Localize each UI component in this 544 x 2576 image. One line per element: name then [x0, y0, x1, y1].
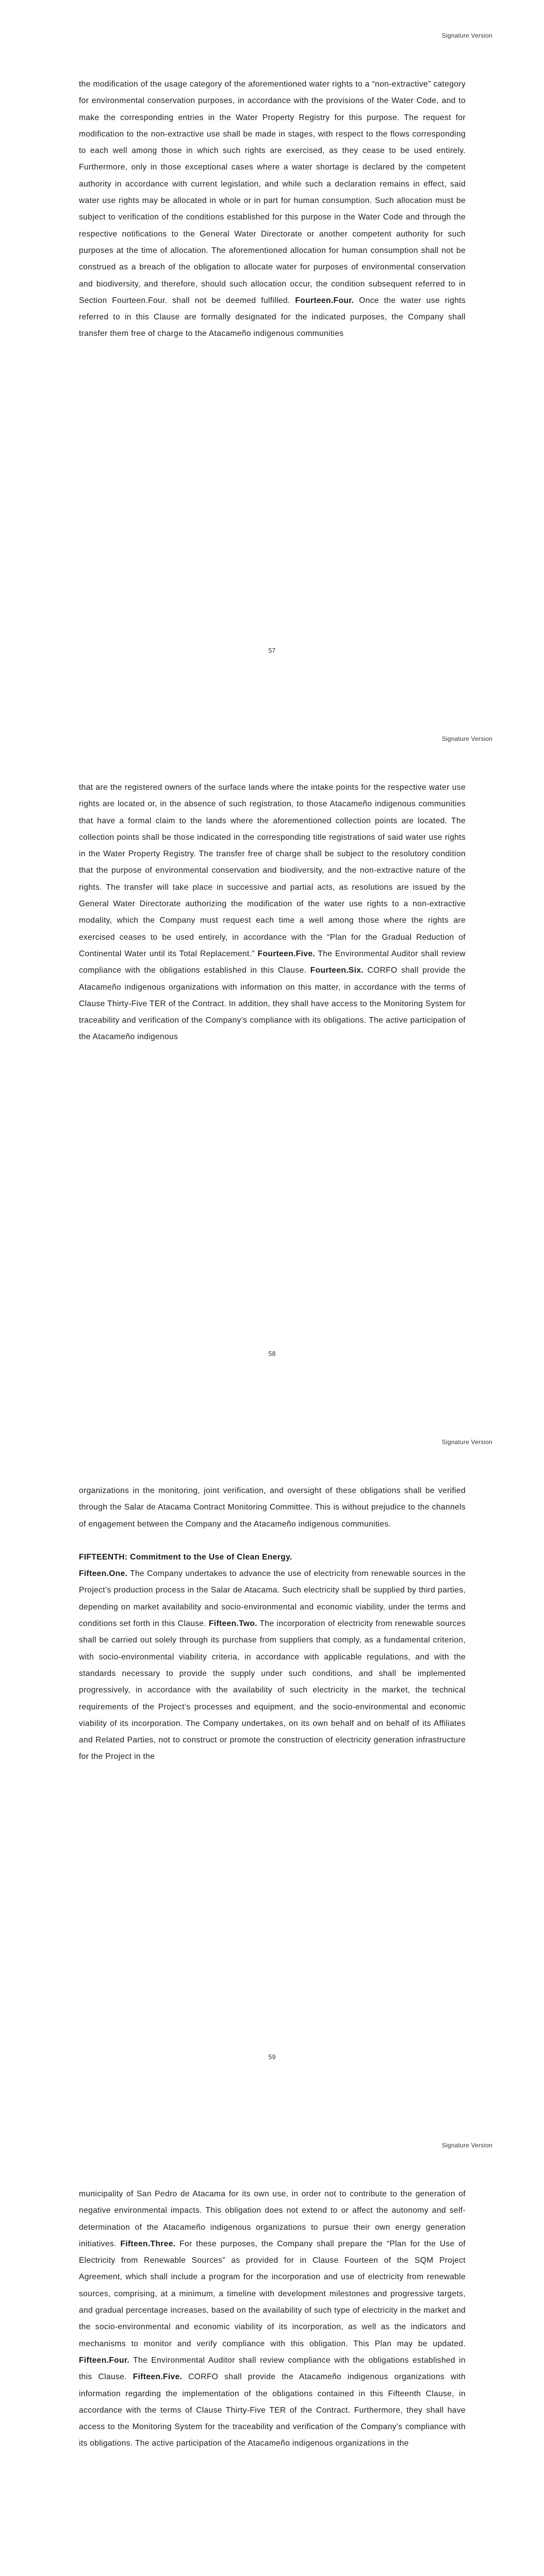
- page-number: 59: [268, 2054, 276, 2061]
- clause-number: Fifteen.Five.: [133, 2372, 183, 2382]
- clause-number: Fourteen.Six.: [310, 966, 364, 975]
- page-header: Signature Version: [441, 735, 492, 742]
- page-header: Signature Version: [441, 1438, 492, 1446]
- clause-number: Fifteen.Three.: [120, 2239, 176, 2248]
- document-page-58: [0, 703, 544, 1406]
- text-segment: municipality of San Pedro de Atacama for its own use, in order not to contribute to the generation of negative environmental impacts. This obligation does not extend to or affect the autonomy and self-determination of the Atacameño indigenous organizations to pursue their own energy generation initiatives.: [79, 2190, 466, 2248]
- document-page-59: [0, 1406, 544, 2110]
- text-segment: The Environmental Auditor shall review compliance with the obligations established in this Clause.: [79, 2355, 466, 2382]
- text-segment: CORFO shall provide the Atacameño indigenous organizations with information regarding the implementation of the obligations contained in this Fifteenth Clause, in accordance with the terms of Clause Thirty-Five TER of the Contract. Furthermore, they shall have access to the Monitoring System for the traceability and verification of the Company’s compliance with its obligations. The active participation of the Atacameño indigenous organizations in the: [79, 2372, 466, 2448]
- page-body-text: [79, 779, 466, 1046]
- document-page-60: [0, 2110, 544, 2576]
- text-segment: The incorporation of electricity from renewable sources shall be carried out solely through its purchase from suppliers that comply, as a fundamental criterion, with socio-environmental viability criteria, in accordance with applicable regulations, and with the standards necessary to provide the supply under such conditions, and shall be implemented progressively, in accordance with the availability of such electricity in the market, the technical requirements of the Project’s processes and equipment, and the socio-environmental and economic viability of its incorporation. The Company undertakes, on its own behalf and on behalf of its Affiliates and Related Parties, not to construct or promote the construction of electricity generation infrastructure for the Project in the: [79, 1619, 466, 1761]
- clause-number: Fourteen.Four.: [295, 296, 354, 305]
- text-segment: Once the water use rights referred to in this Clause are formally designated for the indicated purposes, the Company shall transfer them free of charge to the Atacameño indigenous communities: [79, 296, 466, 338]
- section-heading: FIFTEENTH: Commitment to the Use of Clean Energy.: [79, 1552, 292, 1562]
- page-number: 58: [268, 1350, 276, 1358]
- page-body-text: [79, 2186, 466, 2452]
- clause-number: Fourteen.Five.: [257, 949, 316, 958]
- text-segment: For these purposes, the Company shall prepare the “Plan for the Use of Electricity from Renewable Sources” as provided for in Clause Fourteen of the SQM Project Agreement, which shall include a program for the incorporation and use of electricity from renewable sources, comprising, at a minimum, a timeline with development milestones and progressive targets, and gradual percentage increases, based on the availability of such type of electricity in the market and the socio-environmental and economic viability of its incorporation, as well as the indicators and mechanisms to monitor and verify compliance with this obligation. This Plan may be updated.: [79, 2239, 466, 2348]
- page-number: 57: [268, 647, 276, 654]
- page-body-text: [79, 76, 466, 343]
- text-segment: CORFO shall provide the Atacameño indigenous organizations with information on this matter, in accordance with the terms of Clause Thirty-Five TER of the Contract. In addition, they shall have access to the Monitoring System for traceability and verification of the Company’s compliance with its obligations. The active participation of the Atacameño indigenous: [79, 966, 466, 1042]
- text-segment: that are the registered owners of the surface lands where the intake points for the respective water use rights are located or, in the absence of such registration, to those Atacameño indigenous communities that have a formal claim to the lands where the aforementioned collection points are located. The collection points shall be those indicated in the corresponding title registrations of said water use rights in the Water Property Registry. The transfer free of charge shall be subject to the resolutory condition that the purpose of environmental conservation and biodiversity, and the non-extractive nature of the rights. The transfer will take place in successive and partial acts, as resolutions are issued by the General Water Directorate authorizing the modification of the water use rights to a non-extractive modality, which the Company must request each time a well among those where the rights are exercised ceases to be used entirely, in accordance with the “Plan for the Gradual Reduction of Continental Water until its Total Replacement.”: [79, 783, 466, 958]
- paragraph-intro: organizations in the monitoring, joint verification, and oversight of these obligations shall be verified through the Salar de Atacama Contract Monitoring Committee. This is without prejudice to the channels of engagement between the Company and the Atacameño indigenous communities.: [79, 1486, 466, 1529]
- document-page-57: [0, 0, 544, 703]
- page-header: Signature Version: [441, 2142, 492, 2149]
- clause-number: Fifteen.Four.: [79, 2355, 130, 2365]
- clause-number: Fifteen.Two.: [208, 1619, 257, 1629]
- clause-number: Fifteen.One.: [79, 1569, 128, 1579]
- page-header: Signature Version: [441, 32, 492, 39]
- text-segment: the modification of the usage category of the aforementioned water rights to a “non-extractive” category for environmental conservation purposes, in accordance with the provisions of the Water Code, and to make the corresponding entries in the Water Property Registry for this purpose. The request for modification to the non-extractive use shall be made in stages, with respect to the flows corresponding to each well among those in which such rights are exercised, as they cease to be used entirely. Furthermore, only in those exceptional cases where a water shortage is declared by the competent authority in accordance with current legislation, and while such a declaration remains in effect, said water use rights may be allocated in whole or in part for human consumption. Such allocation must be subject to verification of the conditions established for this purpose in the Water Code and through the respective notifications to the General Water Directorate or another competent authority for such purposes at the time of allocation. The aforementioned allocation for human consumption shall not be construed as a breach of the obligation to allocate water for purposes of environmental conservation and biodiversity, and therefore, should such allocation occur, the condition subsequent referred to in Section Fourteen.Four. shall not be deemed fulfilled.: [79, 80, 466, 305]
- page-body-text: [79, 1483, 466, 1766]
- text-segment: The Environmental Auditor shall review compliance with the obligations established in this Clause.: [79, 949, 466, 975]
- text-segment: The Company undertakes to advance the use of electricity from renewable sources in the Project’s production process in the Salar de Atacama. Such electricity shall be supplied by third parties, depending on market availability and socio-environmental and economic viability, under the terms and conditions set forth in this Clause.: [79, 1569, 466, 1629]
